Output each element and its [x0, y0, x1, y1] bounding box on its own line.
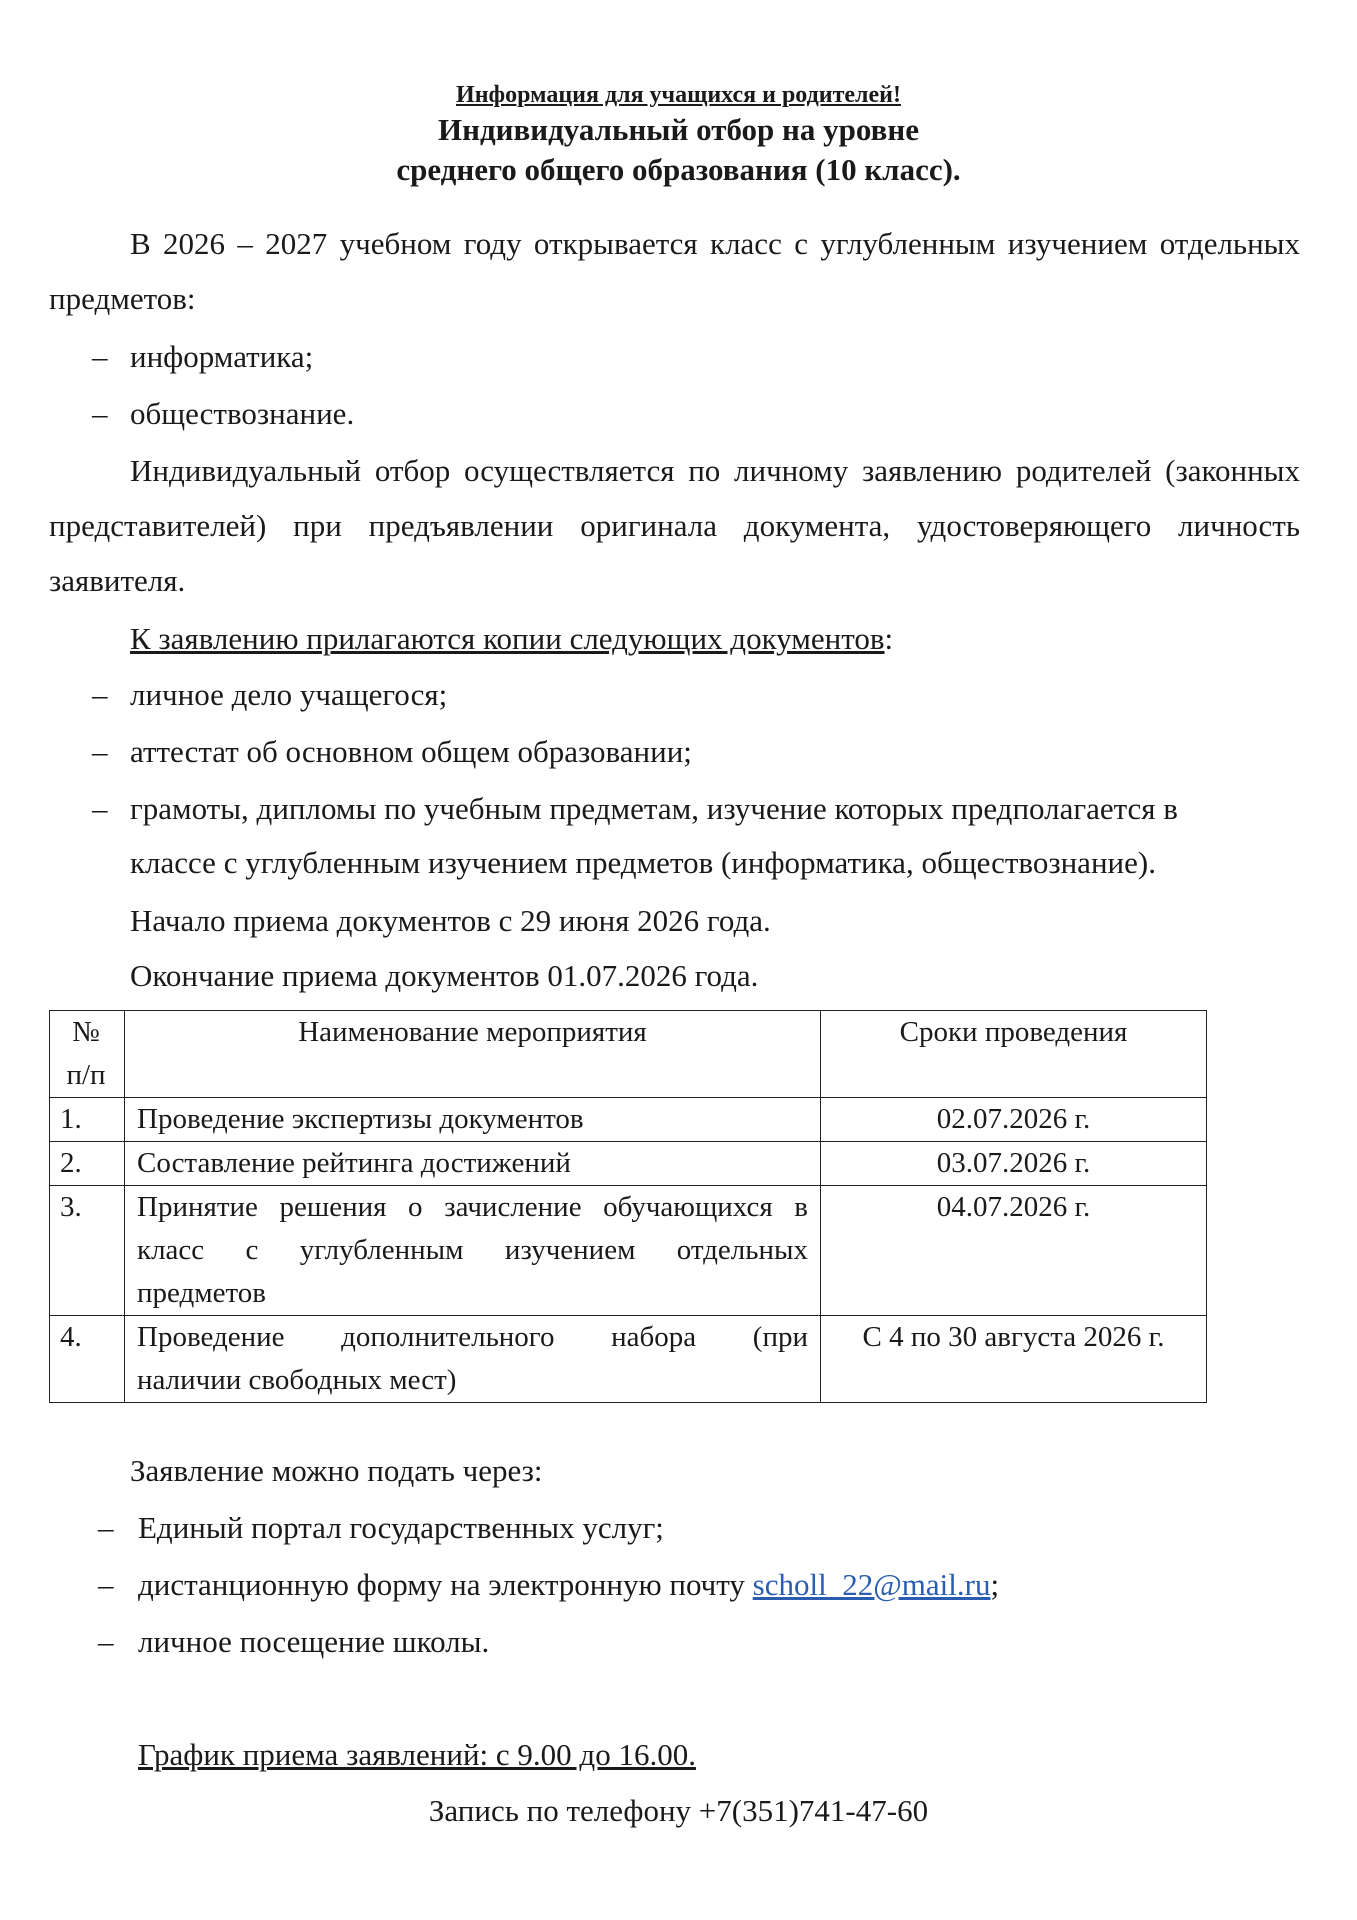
header-date: Сроки проведения — [821, 1011, 1207, 1098]
subject-item: обществознание. — [130, 396, 355, 431]
row-name-line: предметов — [137, 1277, 266, 1309]
bullet-dash: – — [92, 339, 108, 374]
row-num: 2. — [50, 1142, 125, 1186]
start-date-text: Начало приема документов с 29 июня 2026 года. — [130, 903, 771, 938]
bullet-dash: – — [98, 1624, 114, 1659]
header-num — [50, 1011, 125, 1098]
row-date: С 4 по 30 августа 2026 г. — [821, 1316, 1207, 1403]
attachment-item: грамоты, дипломы по учебным предметам, изучение которых предполагается в — [130, 791, 1178, 826]
selection-line-2: представителей) при предъявлении оригинала документа, удостоверяющего личность — [49, 508, 1300, 543]
header-num-line-2: п/п — [66, 1059, 106, 1091]
table-row — [50, 1142, 1207, 1186]
row-name — [125, 1098, 821, 1142]
row-name — [125, 1142, 821, 1186]
bullet-dash: – — [98, 1567, 114, 1602]
attachments-heading — [130, 621, 893, 657]
schedule-table — [49, 1010, 1207, 1403]
title-line-2: среднего общего образования (10 класс). — [396, 152, 961, 187]
header-name: Наименование мероприятия — [125, 1011, 821, 1098]
end-date-text: Окончание приема документов 01.07.2026 года. — [130, 958, 759, 993]
attachment-item: личное дело учащегося; — [130, 677, 448, 712]
title-line-1: Индивидуальный отбор на уровне — [438, 112, 919, 147]
row-name-line: Принятие решения о зачисление обучающихся в — [137, 1191, 808, 1223]
email-link[interactable]: scholl_22@mail.ru — [752, 1567, 991, 1602]
subject-item: информатика; — [130, 339, 314, 374]
attachments-heading-text: К заявлению прилагаются копии следующих документов — [130, 621, 885, 656]
attachments-heading-colon: : — [884, 621, 894, 656]
row-name-line: Составление рейтинга достижений — [137, 1147, 571, 1179]
bullet-dash: – — [92, 677, 108, 712]
row-num: 3. — [50, 1186, 125, 1316]
row-name — [125, 1316, 821, 1403]
intro-line-1: В 2026 – 2027 учебном году открывается класс с углубленным изучением отдельных — [130, 226, 1300, 261]
submission-item: Единый портал государственных услуг; — [138, 1510, 664, 1545]
attachment-item-continuation: классе с углубленным изучением предметов (информатика, обществознание). — [130, 845, 1156, 880]
row-date: 02.07.2026 г. — [821, 1098, 1207, 1142]
row-name-line: класс с углубленным изучением отдельных — [137, 1234, 808, 1266]
row-num: 4. — [50, 1316, 125, 1403]
bullet-dash: – — [92, 734, 108, 769]
intro-line-2: предметов: — [49, 281, 196, 316]
table-row — [50, 1186, 1207, 1316]
row-name — [125, 1186, 821, 1316]
attachment-item: аттестат об основном общем образовании; — [130, 734, 692, 769]
selection-line-1: Индивидуальный отбор осуществляется по личному заявлению родителей (законных — [130, 453, 1300, 488]
table-row — [50, 1098, 1207, 1142]
row-date: 04.07.2026 г. — [821, 1186, 1207, 1316]
submission-item-email — [138, 1567, 999, 1603]
submission-item-text: дистанционную форму на электронную почту — [138, 1567, 753, 1602]
header-num-line-1: № — [72, 1016, 100, 1048]
row-date: 03.07.2026 г. — [821, 1142, 1207, 1186]
table-row — [50, 1316, 1207, 1403]
bullet-dash: – — [98, 1510, 114, 1545]
selection-line-3: заявителя. — [49, 563, 186, 598]
bullet-dash: – — [92, 791, 108, 826]
submission-heading: Заявление можно подать через: — [130, 1453, 543, 1488]
submission-item: личное посещение школы. — [138, 1624, 490, 1659]
notice-heading: Информация для учащихся и родителей! — [456, 82, 901, 108]
row-num: 1. — [50, 1098, 125, 1142]
row-name-line: наличии свободных мест) — [137, 1364, 457, 1396]
schedule-hours: График приема заявлений: с 9.00 до 16.00. — [138, 1737, 696, 1772]
table-header-row — [50, 1011, 1207, 1098]
row-name-line: Проведение экспертизы документов — [137, 1103, 584, 1135]
bullet-dash: – — [92, 396, 108, 431]
submission-item-suffix: ; — [990, 1567, 1000, 1602]
phone-contact: Запись по телефону +7(351)741-47-60 — [428, 1793, 929, 1828]
row-name-line: Проведение дополнительного набора (при — [137, 1321, 808, 1353]
